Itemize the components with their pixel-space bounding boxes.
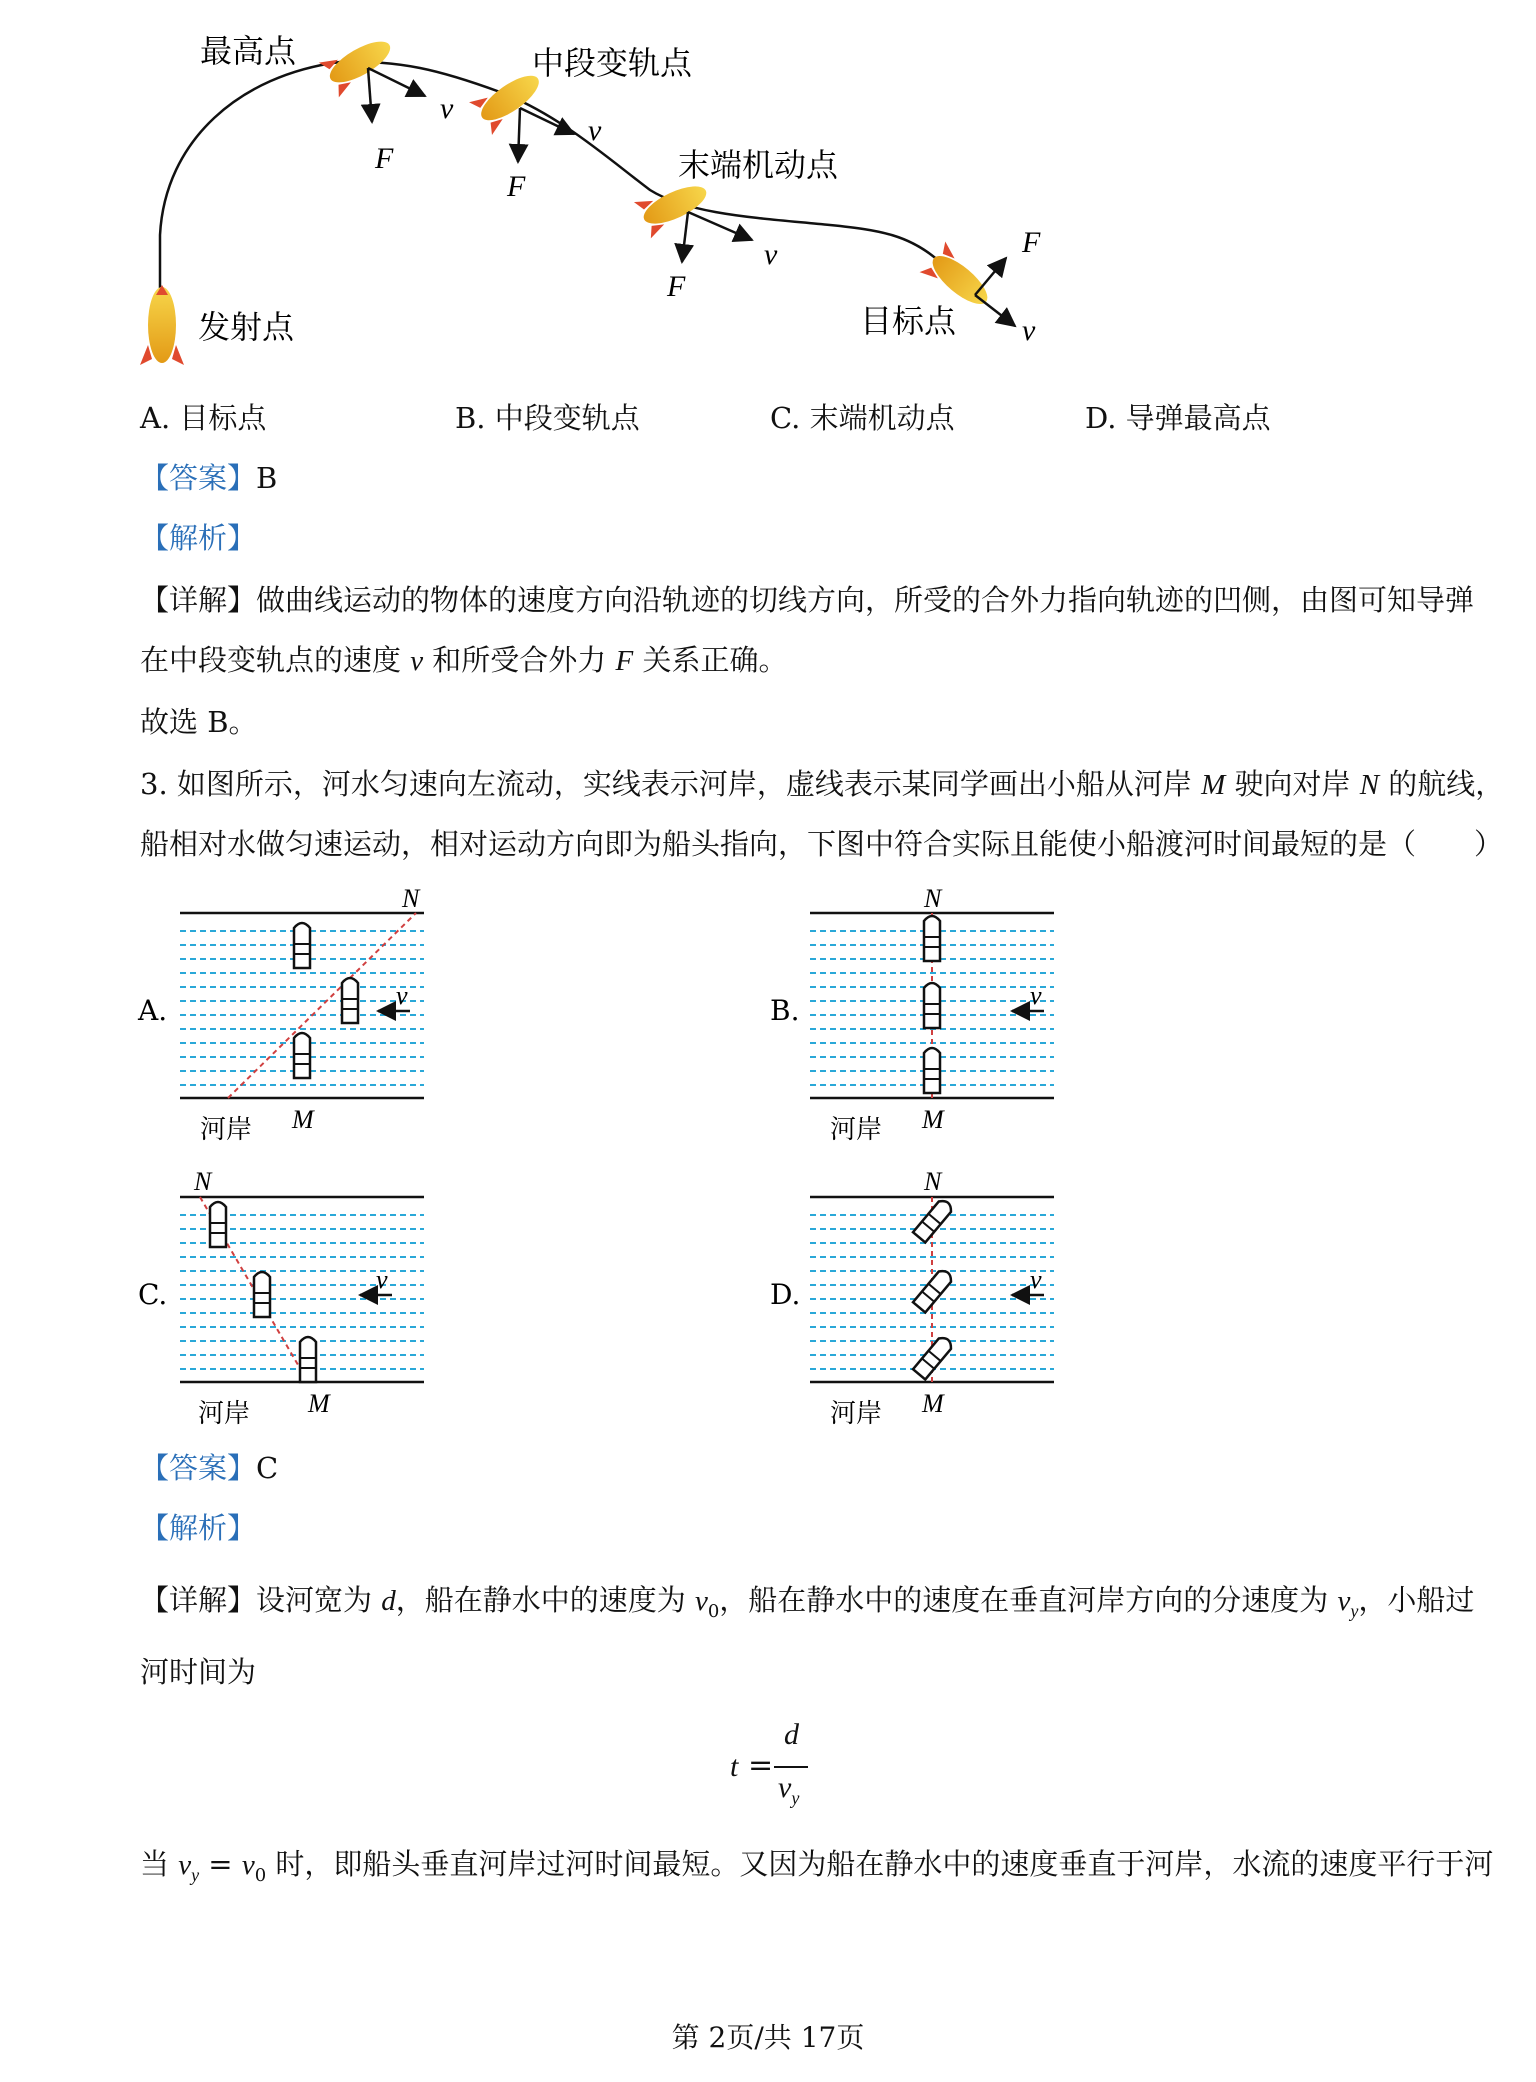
svg-text:v: v bbox=[1030, 1265, 1042, 1294]
svg-text:B.: B. bbox=[770, 994, 800, 1027]
q3-detail-line1: 【详解】设河宽为 d，船在静水中的速度为 $v_0$，船在静水中的速度在垂直河岸方向的分速度为 $v_y$，小船过 bbox=[140, 1583, 1475, 1622]
svg-text:v: v bbox=[1022, 314, 1036, 347]
svg-text:河岸: 河岸 bbox=[830, 1115, 883, 1145]
svg-text:v: v bbox=[1030, 981, 1042, 1010]
svg-text:M: M bbox=[292, 1105, 314, 1134]
svg-text:v: v bbox=[588, 114, 602, 147]
formula-t-eq-d-over-vy: t = d $v_y$ bbox=[730, 1718, 840, 1818]
page-footer: 第 2页/共 17页 bbox=[671, 2021, 865, 2054]
missile-trajectory-figure bbox=[0, 0, 1536, 390]
river-fig-b bbox=[810, 913, 1054, 1098]
svg-text:河岸: 河岸 bbox=[830, 1399, 883, 1429]
q2-answer: 【答案】B bbox=[140, 461, 278, 495]
q3-answer: 【答案】C bbox=[140, 1451, 279, 1485]
svg-text:v: v bbox=[440, 92, 454, 125]
label-target: 目标点 bbox=[860, 302, 957, 340]
label-end: 末端机动点 bbox=[678, 146, 839, 184]
svg-text:N: N bbox=[402, 884, 420, 913]
q3-analysis-tag: 【解析】 bbox=[140, 1511, 257, 1545]
svg-text:D.: D. bbox=[770, 1278, 801, 1311]
q3-line1: 3. 如图所示，河水匀速向左流动，实线表示河岸，虚线表示某同学画出小船从河岸 M 驶向对岸 N 的航线， bbox=[140, 767, 1505, 801]
q3-detail-line2: 河时间为 bbox=[140, 1655, 257, 1689]
svg-text:N: N bbox=[194, 1167, 212, 1196]
svg-text:F: F bbox=[667, 270, 686, 303]
label-mid: 中段变轨点 bbox=[532, 44, 693, 82]
river-fig-a bbox=[180, 913, 424, 1098]
svg-text:C.: C. bbox=[138, 1278, 168, 1311]
svg-text:河岸: 河岸 bbox=[200, 1115, 253, 1145]
q2-detail-line1: 【详解】做曲线运动的物体的速度方向沿轨迹的切线方向，所受的合外力指向轨迹的凹侧，由图可知导弹 bbox=[140, 583, 1475, 617]
svg-text:F: F bbox=[1022, 226, 1041, 259]
q2-detail-line2: 在中段变轨点的速度 v 和所受合外力 F 关系正确。 bbox=[140, 643, 788, 677]
svg-text:M: M bbox=[922, 1105, 944, 1134]
svg-text:A.: A. bbox=[138, 994, 168, 1027]
q2-analysis-tag: 【解析】 bbox=[140, 521, 257, 555]
svg-text:v: v bbox=[764, 238, 778, 271]
q2-conclusion: 故选 B。 bbox=[140, 705, 258, 739]
svg-text:F: F bbox=[507, 170, 526, 203]
svg-text:v: v bbox=[376, 1265, 388, 1294]
river-figures bbox=[0, 880, 1536, 1440]
svg-text:河岸: 河岸 bbox=[198, 1399, 251, 1429]
q3-last-line: 当 $v_y = v_0$ 时，即船头垂直河岸过河时间最短。又因为船在静水中的速度垂直于河岸，水流的速度平行于河 bbox=[140, 1847, 1494, 1886]
q3-line2: 船相对水做匀速运动，相对运动方向即为船头指向，下图中符合实际且能使小船渡河时间最短的是（ ） bbox=[140, 827, 1504, 861]
option-c: C. 末端机动点 bbox=[770, 401, 955, 435]
option-b: B. 中段变轨点 bbox=[455, 401, 640, 435]
svg-text:N: N bbox=[924, 1167, 942, 1196]
river-fig-d bbox=[810, 1197, 1054, 1382]
rocket-launch bbox=[140, 285, 184, 365]
option-d: D. 导弹最高点 bbox=[1085, 401, 1271, 435]
svg-text:N: N bbox=[924, 884, 942, 913]
svg-text:F: F bbox=[375, 142, 394, 175]
svg-text:M: M bbox=[922, 1389, 944, 1418]
svg-text:M: M bbox=[308, 1389, 330, 1418]
label-launch: 发射点 bbox=[198, 308, 295, 346]
option-a: A. 目标点 bbox=[140, 401, 267, 435]
label-top: 最高点 bbox=[200, 32, 297, 70]
svg-text:v: v bbox=[396, 981, 408, 1010]
